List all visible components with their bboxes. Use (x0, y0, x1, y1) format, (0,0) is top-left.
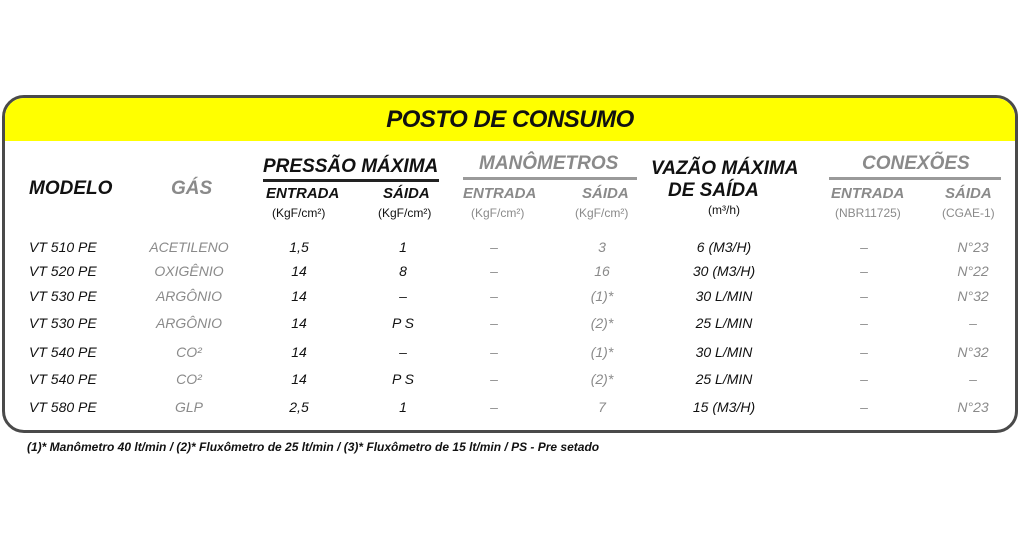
sub-pressao-entrada: ENTRADA (266, 185, 340, 202)
cell-c-entrada: – (860, 239, 868, 255)
cell-p-entrada: 14 (291, 315, 307, 331)
cell-p-entrada: 2,5 (289, 399, 309, 415)
cell-c-entrada: – (860, 399, 868, 415)
sub-pressao-entrada-unit: (KgF/cm²) (272, 206, 326, 220)
cell-c-saida: N°23 (957, 239, 989, 255)
sub-con-entrada: ENTRADA (831, 185, 905, 202)
cell-vazao: 30 L/MIN (695, 344, 753, 360)
cell-c-saida: N°22 (957, 263, 989, 279)
cell-m-saida: (2)* (590, 315, 614, 331)
cell-p-entrada: 14 (291, 263, 307, 279)
cell-gas: ARGÔNIO (155, 315, 223, 331)
cell-c-saida: N°32 (957, 288, 989, 304)
cell-c-entrada: – (860, 288, 868, 304)
cell-p-entrada: 14 (291, 371, 307, 387)
conexoes-underline (829, 177, 1001, 180)
cell-gas: CO² (176, 371, 202, 387)
cell-vazao: 30 L/MIN (695, 288, 753, 304)
cell-p-saida: 1 (399, 239, 407, 255)
sub-con-saida: SÁIDA (945, 185, 992, 202)
table-title: POSTO DE CONSUMO (386, 105, 634, 133)
header-vazao-line2: DE SAÍDA (668, 180, 759, 201)
table-title-banner (5, 98, 1015, 141)
cell-modelo: VT 520 PE (29, 263, 97, 279)
sub-pressao-saida: SÁIDA (383, 185, 430, 202)
sub-man-saida: SÁIDA (582, 185, 629, 202)
cell-m-entrada: – (490, 263, 498, 279)
cell-c-saida: – (969, 371, 977, 387)
cell-m-saida: (1)* (590, 344, 614, 360)
cell-m-entrada: – (490, 344, 498, 360)
cell-m-entrada: – (490, 371, 498, 387)
cell-c-saida: N°23 (957, 399, 989, 415)
cell-m-saida: (2)* (590, 371, 614, 387)
pressao-underline (263, 179, 439, 182)
cell-c-entrada: – (860, 263, 868, 279)
cell-c-entrada: – (860, 344, 868, 360)
cell-vazao: 15 (M3/H) (692, 399, 756, 415)
cell-modelo: VT 530 PE (29, 315, 97, 331)
cell-m-saida: 7 (598, 399, 606, 415)
cell-gas: CO² (176, 344, 202, 360)
footnote: (1)* Manômetro 40 lt/min / (2)* Fluxômetro de 25 lt/min / (3)* Fluxômetro de 15 lt/min / PS - Pre setado (27, 440, 600, 454)
cell-p-entrada: 14 (291, 344, 307, 360)
cell-modelo: VT 510 PE (29, 239, 97, 255)
cell-modelo: VT 580 PE (29, 399, 97, 415)
cell-c-saida: – (969, 315, 977, 331)
cell-m-entrada: – (490, 399, 498, 415)
cell-vazao: 6 (M3/H) (696, 239, 752, 255)
cell-m-saida: 16 (594, 263, 610, 279)
cell-vazao: 25 L/MIN (695, 315, 753, 331)
cell-c-entrada: – (860, 315, 868, 331)
sub-con-saida-unit: (CGAE-1) (942, 206, 995, 220)
cell-p-saida: 8 (399, 263, 407, 279)
cell-modelo: VT 530 PE (29, 288, 97, 304)
header-gas: GÁS (171, 178, 213, 199)
cell-gas: ACETILENO (149, 239, 229, 255)
cell-p-entrada: 1,5 (289, 239, 309, 255)
consumption-table-card (2, 95, 1018, 433)
sub-man-saida-unit: (KgF/cm²) (575, 206, 629, 220)
cell-vazao: 30 (M3/H) (692, 263, 756, 279)
cell-p-saida: P S (391, 371, 415, 387)
sub-man-entrada-unit: (KgF/cm²) (471, 206, 525, 220)
cell-gas: ARGÔNIO (155, 288, 223, 304)
header-vazao-line1: VAZÃO MÁXIMA (651, 158, 799, 179)
header-pressao: PRESSÃO MÁXIMA (263, 156, 439, 177)
sub-pressao-saida-unit: (KgF/cm²) (378, 206, 432, 220)
sub-con-entrada-unit: (NBR11725) (835, 206, 901, 220)
cell-gas: OXIGÊNIO (154, 263, 224, 279)
header-manometros: MANÔMETROS (479, 153, 619, 174)
sub-man-entrada: ENTRADA (463, 185, 537, 202)
cell-m-entrada: – (490, 288, 498, 304)
cell-m-saida: (1)* (590, 288, 614, 304)
header-modelo: MODELO (29, 178, 113, 199)
cell-modelo: VT 540 PE (29, 344, 97, 360)
cell-vazao: 25 L/MIN (695, 371, 753, 387)
cell-p-entrada: 14 (291, 288, 307, 304)
cell-p-saida: 1 (399, 399, 407, 415)
cell-p-saida: – (399, 288, 407, 304)
cell-c-entrada: – (860, 371, 868, 387)
cell-modelo: VT 540 PE (29, 371, 97, 387)
header-conexoes: CONEXÕES (862, 153, 970, 174)
cell-c-saida: N°32 (957, 344, 989, 360)
cell-m-entrada: – (490, 239, 498, 255)
cell-gas: GLP (174, 399, 204, 415)
header-vazao-unit: (m³/h) (708, 203, 740, 217)
cell-p-saida: P S (391, 315, 415, 331)
manometros-underline (463, 177, 637, 180)
cell-p-saida: – (399, 344, 407, 360)
cell-m-saida: 3 (598, 239, 606, 255)
cell-m-entrada: – (490, 315, 498, 331)
